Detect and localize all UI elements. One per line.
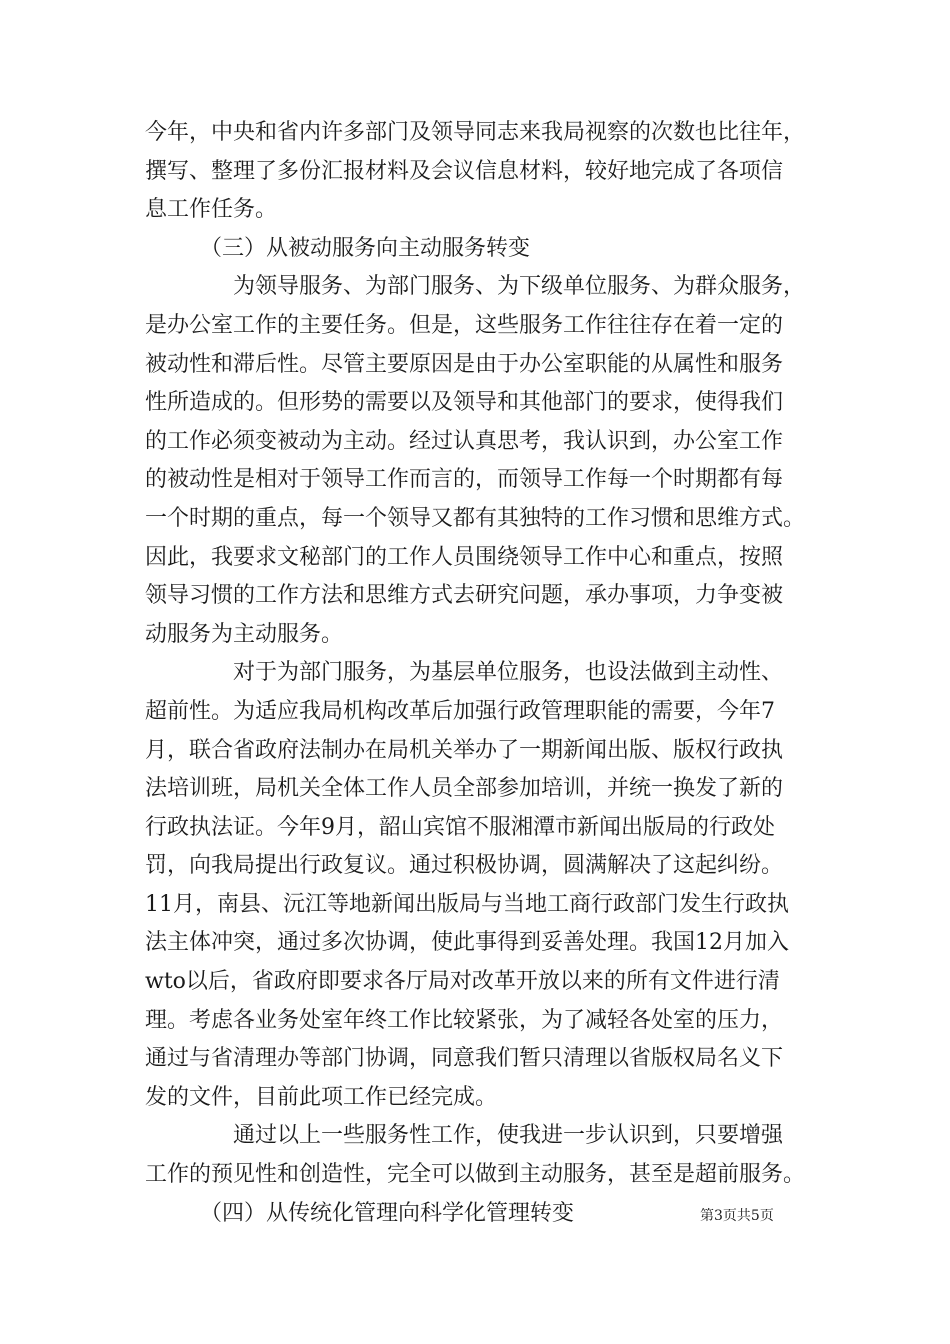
text-line: 撰写、整理了多份汇报材料及会议信息材料，较好地完成了各项信 [145, 158, 784, 184]
document-body [145, 114, 817, 1233]
text-line: 理。考虑各业务处室年终工作比较紧张，为了减轻各处室的压力， [145, 1007, 784, 1033]
text-line: 一个时期的重点，每一个领导又都有其独特的工作习惯和思维方式。 [145, 505, 806, 531]
text-line: 法培训班，局机关全体工作人员全部参加培训，并统一换发了新的 [145, 776, 784, 802]
text-line: 行政执法证。今年9月，韶山宾馆不服湘潭市新闻出版局的行政处 [145, 814, 775, 840]
text-line: 的被动性是相对于领导工作而言的，而领导工作每一个时期都有每 [145, 467, 784, 493]
text-line: 11月，南县、沅江等地新闻出版局与当地工商行政部门发生行政执 [145, 891, 789, 917]
text-line: 对于为部门服务，为基层单位服务，也设法做到主动性、 [145, 660, 784, 686]
text-line: 为领导服务、为部门服务、为下级单位服务、为群众服务， [145, 274, 806, 300]
text-line: 通过与省清理办等部门协调，同意我们暂只清理以省版权局名义下 [145, 1046, 784, 1072]
section-heading: （四）从传统化管理向科学化管理转变 [145, 1200, 575, 1226]
text-line: wto以后，省政府即要求各厅局对改革开放以来的所有文件进行清 [145, 969, 780, 995]
text-line: 动服务为主动服务。 [145, 621, 344, 647]
text-line: 发的文件，目前此项工作已经完成。 [145, 1084, 498, 1110]
text-line: 通过以上一些服务性工作，使我进一步认识到，只要增强 [145, 1123, 784, 1149]
text-line: 被动性和滞后性。尽管主要原因是由于办公室职能的从属性和服务 [145, 351, 784, 377]
text-line: 息工作任务。 [145, 197, 278, 223]
page-number-footer: 第3页共5页 [700, 1208, 774, 1224]
text-line: 是办公室工作的主要任务。但是，这些服务工作往往存在着一定的 [145, 312, 784, 338]
text-line: 的工作必须变被动为主动。经过认真思考，我认识到，办公室工作 [145, 428, 784, 454]
text-line: 今年，中央和省内许多部门及领导同志来我局视察的次数也比往年， [145, 120, 806, 145]
section-heading: （三）从被动服务向主动服务转变 [145, 235, 531, 261]
text-line: 月，联合省政府法制办在局机关举办了一期新闻出版、版权行政执 [145, 737, 784, 763]
text-line: 法主体冲突，通过多次协调，使此事得到妥善处理。我国12月加入 [145, 930, 789, 956]
text-line: 领导习惯的工作方法和思维方式去研究问题，承办事项，力争变被 [145, 583, 784, 609]
text-line: 因此，我要求文秘部门的工作人员围绕领导工作中心和重点，按照 [145, 544, 784, 570]
text-line: 工作的预见性和创造性，完全可以做到主动服务，甚至是超前服务。 [145, 1162, 806, 1188]
text-line: 性所造成的。但形势的需要以及领导和其他部门的要求，使得我们 [145, 390, 784, 416]
text-line: 超前性。为适应我局机构改革后加强行政管理职能的需要，今年7 [145, 698, 775, 724]
text-line: 罚，向我局提出行政复议。通过积极协调，圆满解决了这起纠纷。 [145, 853, 784, 879]
